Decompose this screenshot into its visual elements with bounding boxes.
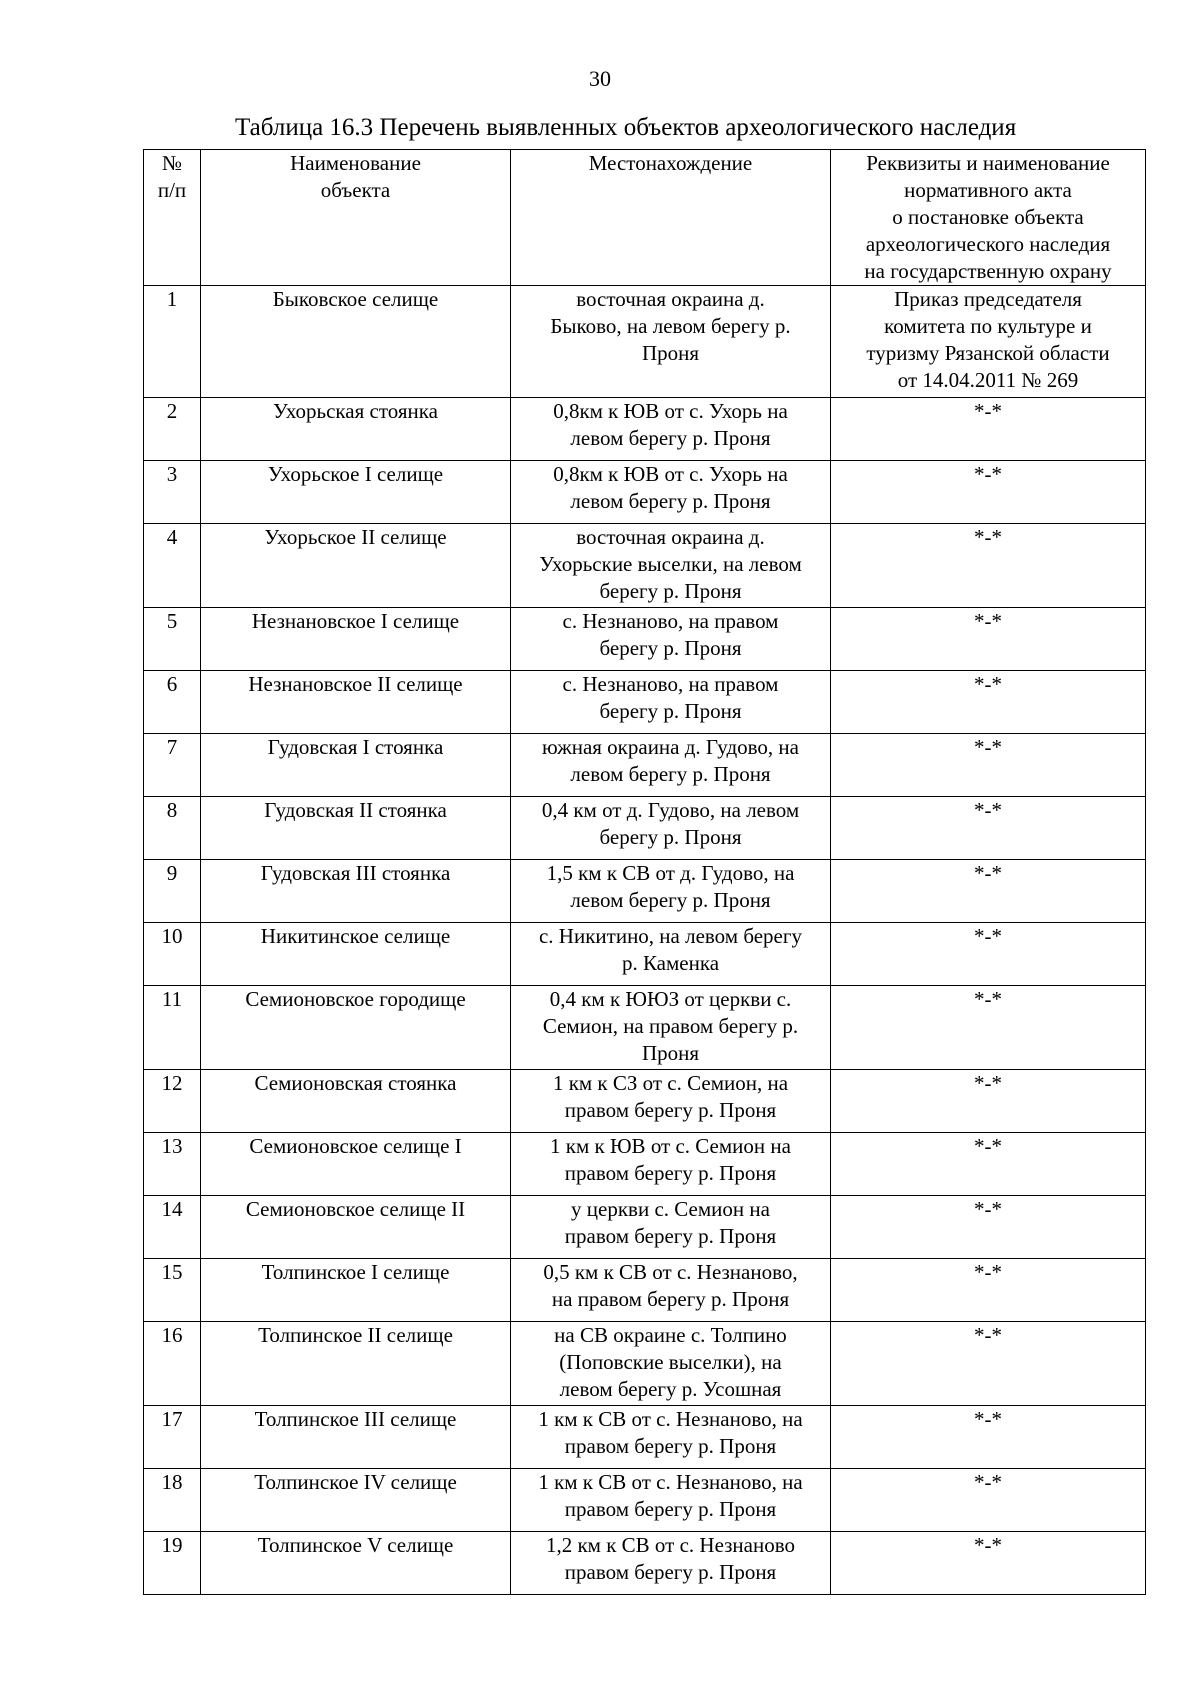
- cell-location: с. Незнаново, на правом берегу р. Проня: [511, 608, 831, 671]
- cell-legal-act: *-*: [831, 1532, 1146, 1595]
- table-row: [144, 1070, 1146, 1133]
- cell-number: 13: [144, 1133, 201, 1196]
- cell-legal-act: *-*: [831, 734, 1146, 797]
- cell-number: 2: [144, 398, 201, 461]
- cell-object-name: Ухорьское I селище: [201, 461, 511, 524]
- table-row: [144, 608, 1146, 671]
- table-row: [144, 1322, 1146, 1406]
- cell-object-name: Незнановское II селище: [201, 671, 511, 734]
- cell-object-name: Толпинское III селище: [201, 1406, 511, 1469]
- table-row: [144, 524, 1146, 608]
- cell-object-name: Толпинское I селище: [201, 1259, 511, 1322]
- cell-location: 0,5 км к СВ от с. Незнаново, на правом берегу р. Проня: [511, 1259, 831, 1322]
- cell-number: 11: [144, 986, 201, 1070]
- cell-location: на СВ окраине с. Толпино (Поповские выселки), на левом берегу р. Усошная: [511, 1322, 831, 1406]
- cell-object-name: Толпинское IV селище: [201, 1469, 511, 1532]
- table-title: Таблица 16.3 Перечень выявленных объектов археологического наследия: [235, 114, 1017, 141]
- cell-object-name: Семионовское селище I: [201, 1133, 511, 1196]
- cell-number: 6: [144, 671, 201, 734]
- cell-location: 1 км к СВ от с. Незнаново, на правом берегу р. Проня: [511, 1406, 831, 1469]
- table-body: [144, 286, 1146, 1595]
- cell-legal-act: *-*: [831, 1406, 1146, 1469]
- cell-object-name: Семионовское городище: [201, 986, 511, 1070]
- cell-object-name: Никитинское селище: [201, 923, 511, 986]
- cell-number: 15: [144, 1259, 201, 1322]
- cell-object-name: Толпинское II селище: [201, 1322, 511, 1406]
- cell-object-name: Ухорьская стоянка: [201, 398, 511, 461]
- cell-number: 5: [144, 608, 201, 671]
- cell-location: южная окраина д. Гудово, на левом берегу р. Проня: [511, 734, 831, 797]
- cell-location: восточная окраина д. Ухорьские выселки, на левом берегу р. Проня: [511, 524, 831, 608]
- cell-location: 0,8км к ЮВ от с. Ухорь на левом берегу р. Проня: [511, 398, 831, 461]
- cell-number: 9: [144, 860, 201, 923]
- cell-legal-act: *-*: [831, 1469, 1146, 1532]
- cell-legal-act: *-*: [831, 1133, 1146, 1196]
- cell-object-name: Толпинское V селище: [201, 1532, 511, 1595]
- cell-number: 12: [144, 1070, 201, 1133]
- cell-location: с. Незнаново, на правом берегу р. Проня: [511, 671, 831, 734]
- header-location: Местонахождение: [511, 150, 831, 286]
- table-row: [144, 797, 1146, 860]
- table-row: [144, 1406, 1146, 1469]
- cell-legal-act: *-*: [831, 1259, 1146, 1322]
- cell-number: 16: [144, 1322, 201, 1406]
- cell-legal-act: *-*: [831, 461, 1146, 524]
- cell-object-name: Семионовское селище II: [201, 1196, 511, 1259]
- table-row: [144, 461, 1146, 524]
- cell-legal-act: *-*: [831, 1070, 1146, 1133]
- cell-legal-act: Приказ председателя комитета по культуре и туризму Рязанской области от 14.04.2011 № 269: [831, 286, 1146, 398]
- cell-legal-act: *-*: [831, 860, 1146, 923]
- cell-object-name: Гудовская III стоянка: [201, 860, 511, 923]
- table-row: [144, 398, 1146, 461]
- cell-location: 1 км к СВ от с. Незнаново, на правом берегу р. Проня: [511, 1469, 831, 1532]
- cell-object-name: Гудовская II стоянка: [201, 797, 511, 860]
- page-number: 30: [589, 66, 611, 91]
- cell-number: 19: [144, 1532, 201, 1595]
- cell-number: 17: [144, 1406, 201, 1469]
- table-row: [144, 986, 1146, 1070]
- cell-object-name: Семионовская стоянка: [201, 1070, 511, 1133]
- cell-location: 1,2 км к СВ от с. Незнаново правом берегу р. Проня: [511, 1532, 831, 1595]
- cell-legal-act: *-*: [831, 1196, 1146, 1259]
- table-row: [144, 734, 1146, 797]
- table-row: [144, 1259, 1146, 1322]
- cell-number: 8: [144, 797, 201, 860]
- cell-location: 1,5 км к СВ от д. Гудово, на левом берегу р. Проня: [511, 860, 831, 923]
- table-row: [144, 860, 1146, 923]
- table-row: [144, 923, 1146, 986]
- cell-location: с. Никитино, на левом берегу р. Каменка: [511, 923, 831, 986]
- cell-number: 1: [144, 286, 201, 398]
- cell-legal-act: *-*: [831, 398, 1146, 461]
- cell-legal-act: *-*: [831, 608, 1146, 671]
- table-row: [144, 1532, 1146, 1595]
- header-number: № п/п: [144, 150, 201, 286]
- cell-location: восточная окраина д. Быково, на левом берегу р. Проня: [511, 286, 831, 398]
- table-row: [144, 671, 1146, 734]
- cell-number: 10: [144, 923, 201, 986]
- table-row: [144, 286, 1146, 398]
- cell-location: у церкви с. Семион на правом берегу р. Проня: [511, 1196, 831, 1259]
- cell-number: 4: [144, 524, 201, 608]
- cell-legal-act: *-*: [831, 1322, 1146, 1406]
- cell-location: 0,4 км к ЮЮЗ от церкви с. Семион, на правом берегу р. Проня: [511, 986, 831, 1070]
- heritage-objects-table: [143, 149, 1146, 1595]
- cell-legal-act: *-*: [831, 524, 1146, 608]
- cell-object-name: Быковское селище: [201, 286, 511, 398]
- cell-object-name: Гудовская I стоянка: [201, 734, 511, 797]
- cell-location: 1 км к ЮВ от с. Семион на правом берегу р. Проня: [511, 1133, 831, 1196]
- cell-location: 1 км к СЗ от с. Семион, на правом берегу р. Проня: [511, 1070, 831, 1133]
- cell-legal-act: *-*: [831, 923, 1146, 986]
- cell-number: 14: [144, 1196, 201, 1259]
- table-row: [144, 1133, 1146, 1196]
- cell-legal-act: *-*: [831, 986, 1146, 1070]
- cell-object-name: Незнановское I селище: [201, 608, 511, 671]
- cell-number: 18: [144, 1469, 201, 1532]
- cell-number: 7: [144, 734, 201, 797]
- cell-location: 0,4 км от д. Гудово, на левом берегу р. Проня: [511, 797, 831, 860]
- table-row: [144, 1469, 1146, 1532]
- header-object-name: Наименование объекта: [201, 150, 511, 286]
- table-row: [144, 1196, 1146, 1259]
- table-header-row: [144, 150, 1146, 286]
- cell-object-name: Ухорьское II селище: [201, 524, 511, 608]
- cell-number: 3: [144, 461, 201, 524]
- cell-legal-act: *-*: [831, 671, 1146, 734]
- header-legal-act: Реквизиты и наименование нормативного акта о постановке объекта археологического наследия на государственную охрану: [831, 150, 1146, 286]
- cell-legal-act: *-*: [831, 797, 1146, 860]
- cell-location: 0,8км к ЮВ от с. Ухорь на левом берегу р. Проня: [511, 461, 831, 524]
